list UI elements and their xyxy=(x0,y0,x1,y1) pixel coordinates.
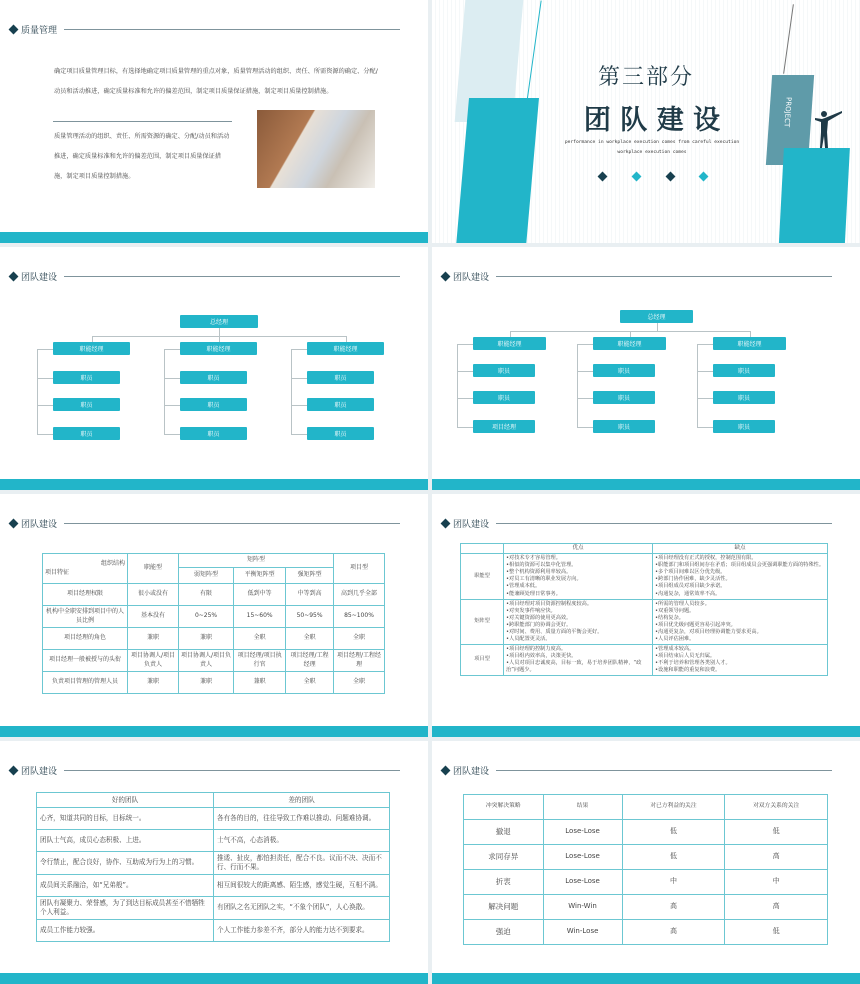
table-cell: 团队士气高，成员心态积极、上进。 xyxy=(37,830,214,852)
section-number: 第三部分 xyxy=(597,65,694,90)
conflict-strategy-table xyxy=(463,794,828,945)
table-cell: 兼职 xyxy=(179,628,234,650)
slide-title: 团队建设 xyxy=(453,767,490,777)
decor-line xyxy=(525,0,541,109)
table-cell: 全职 xyxy=(334,672,385,694)
table-cell: 很小或没有 xyxy=(128,584,179,606)
table-cell: 高到几乎全部 xyxy=(334,584,385,606)
section-subtitle-2: workplace execution comes xyxy=(617,150,687,155)
pros-cell xyxy=(504,599,653,644)
connector-line xyxy=(457,371,473,372)
connector-line xyxy=(37,405,53,406)
slide-header xyxy=(10,764,57,777)
org-structure-table xyxy=(42,553,385,694)
table-cell: 成员工作能力较强。 xyxy=(37,919,214,941)
slide-title: 团队建设 xyxy=(21,273,58,283)
table-row xyxy=(37,852,390,875)
pros-item: •管理成本低。 xyxy=(506,583,541,590)
table-cell: 有限 xyxy=(179,584,234,606)
table-row xyxy=(464,920,828,945)
bottom-bar xyxy=(0,232,428,243)
pros-item: •人员配置更灵活。 xyxy=(506,635,551,642)
org-box-manager: 职能经理 xyxy=(53,342,130,355)
org-box-staff: 职员 xyxy=(180,371,247,384)
header-good-team: 好的团队 xyxy=(37,793,214,808)
connector-line xyxy=(577,398,593,399)
slide-pros-cons[interactable] xyxy=(432,494,860,737)
table-cell: 项目经理一般被授与的头衔 xyxy=(43,650,128,672)
laptop-photo xyxy=(257,110,375,188)
pros-item: •能兼顾处理日常事务。 xyxy=(506,590,561,597)
header-pros: 优点 xyxy=(504,544,653,554)
header-bad-team: 差的团队 xyxy=(214,793,390,808)
pros-cell xyxy=(504,644,653,675)
table-cell: 中 xyxy=(725,870,828,895)
table-cell: 兼职 xyxy=(234,672,286,694)
table-cell: 解决问题 xyxy=(464,895,544,920)
table-row xyxy=(464,820,828,845)
table-row xyxy=(464,870,828,895)
table-cell: 强迫 xyxy=(464,920,544,945)
table-cell: 项目经理/项目执行官 xyxy=(234,650,286,672)
table-cell: Win-Lose xyxy=(543,920,622,945)
table-cell: 心齐，知道共同的目标，目标统一。 xyxy=(37,808,214,830)
slide-header xyxy=(442,270,489,283)
table-cell: 有团队之名无团队之实，“不象个团队”，人心涣散。 xyxy=(214,896,390,919)
pros-item: •对突发事件响应快。 xyxy=(506,607,556,614)
header-divider xyxy=(64,770,400,771)
table-row xyxy=(464,845,828,870)
table-cell: 推诿、扯皮，都怕担责任，配合不良。议而不决、决而不行、行而不果。 xyxy=(214,852,390,875)
connector-line xyxy=(577,344,593,345)
table-cell: 项目经理/工程经理 xyxy=(286,650,334,672)
org-box-staff: 职员 xyxy=(180,398,247,411)
slide-header xyxy=(442,764,489,777)
table-row xyxy=(461,644,828,675)
decor-teal-pillar xyxy=(778,148,850,243)
header-divider xyxy=(64,29,400,30)
diamond-icon xyxy=(598,172,608,182)
cons-item: •不利于培养和管理各类别人才。 xyxy=(655,659,731,666)
diamond-icon xyxy=(9,25,19,35)
org-box-manager: 职能经理 xyxy=(593,337,666,350)
connector-line xyxy=(291,378,307,379)
pros-item: •项目经理对项目资源控制程度较高。 xyxy=(506,600,593,607)
org-box-staff: 职员 xyxy=(53,371,120,384)
org-box-staff: 职员 xyxy=(713,364,775,377)
table-cell: 高 xyxy=(725,845,828,870)
pros-item: •对时间、费用、质量方面的平衡会更好。 xyxy=(506,628,603,635)
table-cell: 撤退 xyxy=(464,820,544,845)
org-box-staff: 职员 xyxy=(593,364,655,377)
connector-line xyxy=(457,427,473,428)
org-box-manager: 职能经理 xyxy=(180,342,257,355)
bottom-bar xyxy=(0,726,428,737)
header-relationship: 对双方关系的关注 xyxy=(725,795,828,820)
cons-item: •沟通更复杂，对项目经理协调能力要求更高。 xyxy=(655,628,762,635)
connector-line xyxy=(697,344,713,345)
table-cell: 令行禁止，配合良好，协作、互助成为行为上的习惯。 xyxy=(37,852,214,875)
slide-conflict-resolution[interactable] xyxy=(432,741,860,984)
table-cell: 全职 xyxy=(234,628,286,650)
bottom-bar xyxy=(432,726,860,737)
header-divider xyxy=(64,276,400,277)
table-row xyxy=(37,830,390,852)
pros-item: •对员工有清晰的职业发展方向。 xyxy=(506,576,582,583)
table-row xyxy=(37,919,390,941)
table-cell: 士气不高，心态消极。 xyxy=(214,830,390,852)
table-cell: 负责项目管理的管理人员 xyxy=(43,672,128,694)
org-box-manager: 职能经理 xyxy=(307,342,384,355)
connector-line xyxy=(37,349,38,435)
table-cell: 15~60% xyxy=(234,606,286,628)
cons-item: •项目结束后人员无归属。 xyxy=(655,652,716,659)
cons-item: •跨部门协作困难，缺少灵活性。 xyxy=(655,576,731,583)
person-silhouette-icon xyxy=(814,108,844,150)
table-cell: 低到中等 xyxy=(234,584,286,606)
table-row xyxy=(37,808,390,830)
connector-line xyxy=(291,434,307,435)
corner-header xyxy=(43,554,128,584)
pros-item: •整个机构资源利用率较高。 xyxy=(506,569,572,576)
connector-line xyxy=(457,398,473,399)
structure-type: 矩阵型 xyxy=(461,599,504,644)
table-cell: 0~25% xyxy=(179,606,234,628)
bottom-bar xyxy=(0,973,428,984)
org-box-staff: 职员 xyxy=(53,427,120,440)
connector-line xyxy=(657,323,658,331)
structure-type: 职能型 xyxy=(461,554,504,599)
header-empty xyxy=(461,544,504,554)
table-cell: 低 xyxy=(622,820,725,845)
table-cell: 机构中全职安排到项目中的人员比例 xyxy=(43,606,128,628)
cons-item: •管理成本较高。 xyxy=(655,645,695,652)
pros-item: •项目组内效率高，决策更快。 xyxy=(506,652,577,659)
org-box-staff: 职员 xyxy=(713,391,775,404)
slide-header xyxy=(10,23,57,36)
connector-line xyxy=(164,405,180,406)
diamond-icon xyxy=(699,172,709,182)
connector-line xyxy=(164,349,180,350)
cons-cell xyxy=(653,644,828,675)
header-result: 结果 xyxy=(543,795,622,820)
table-cell: 个人工作能力参差不齐，部分人的能力达不到要求。 xyxy=(214,919,390,941)
table-cell: 兼职 xyxy=(179,672,234,694)
cons-item: •所需的管理人员较多。 xyxy=(655,600,710,607)
col-matrix: 矩阵型 xyxy=(179,554,334,568)
bottom-bar xyxy=(0,479,428,490)
cons-item: •项目组成员对项目缺少承诺。 xyxy=(655,583,726,590)
diamond-icon xyxy=(9,272,19,282)
structure-type: 项目型 xyxy=(461,644,504,675)
org-box-staff: 职员 xyxy=(53,398,120,411)
slide-title: 团队建设 xyxy=(21,520,58,530)
cons-item: •项目优先级问题更容易引起冲突。 xyxy=(655,621,736,628)
table-row xyxy=(461,554,828,599)
pros-item: •相似的资源可以集中化管理。 xyxy=(506,562,577,569)
org-box-general-manager: 总经理 xyxy=(620,310,693,323)
diamond-icon xyxy=(441,519,451,529)
table-cell: 全职 xyxy=(334,628,385,650)
table-cell: 项目经理/工程经理 xyxy=(334,650,385,672)
table-cell: 团队有凝聚力、荣誉感，为了到达目标成员甚至不惜牺牲个人利益。 xyxy=(37,896,214,919)
table-cell: 低 xyxy=(725,820,828,845)
table-cell: 全职 xyxy=(286,672,334,694)
header-divider xyxy=(496,770,832,771)
org-box-staff: 职员 xyxy=(307,371,374,384)
table-cell: 求同存异 xyxy=(464,845,544,870)
connector-line xyxy=(697,398,713,399)
connector-line xyxy=(291,349,307,350)
slide-title: 质量管理 xyxy=(21,26,58,36)
slide-org-chart-with-project-manager[interactable] xyxy=(432,247,860,490)
table-cell: 高 xyxy=(622,920,725,945)
cons-item: •沟通复杂，通常效率不高。 xyxy=(655,590,721,597)
table-cell: Win-Win xyxy=(543,895,622,920)
connector-line xyxy=(577,427,593,428)
table-cell: 85~100% xyxy=(334,606,385,628)
bottom-bar xyxy=(432,973,860,984)
table-row xyxy=(461,599,828,644)
connector-line xyxy=(577,371,593,372)
pros-cons-table xyxy=(460,543,828,676)
team-comparison-table xyxy=(36,792,390,942)
connector-line xyxy=(164,349,165,435)
col-balanced-matrix: 平衡矩阵型 xyxy=(234,568,286,584)
cons-item: •多个项目间难以区分优先级。 xyxy=(655,569,726,576)
slide-header xyxy=(10,270,57,283)
pros-item: •对技术专才容易管理。 xyxy=(506,555,561,562)
table-row xyxy=(464,895,828,920)
col-weak-matrix: 弱矩阵型 xyxy=(179,568,234,584)
header-divider xyxy=(496,276,832,277)
connector-line xyxy=(291,349,292,435)
org-box-staff: 职员 xyxy=(473,391,535,404)
slide-header xyxy=(442,517,489,530)
table-cell: 折衷 xyxy=(464,870,544,895)
diamond-icon xyxy=(9,519,19,529)
pros-item: •人员对项目忠诚度高，目标一致，易于培养团队精神，“政治”问题少。 xyxy=(506,659,642,673)
org-box-general-manager: 总经理 xyxy=(180,315,258,328)
table-cell: 全职 xyxy=(286,628,334,650)
org-box-staff: 职员 xyxy=(593,391,655,404)
org-box-staff: 职员 xyxy=(180,427,247,440)
paragraph-1: 确定项目质量管理目标，有选择地确定项目质量管理的重点对象，质量管理活动的组织、责任、所需资源的确定、分配/动员和活动推进，确定质量标准和允许的偏差范围，制定项目质量保证措施，制定项目质量控制措施。 xyxy=(54,68,378,95)
col-project: 项目型 xyxy=(334,554,385,584)
table-cell: 基本没有 xyxy=(128,606,179,628)
diamond-icon xyxy=(441,766,451,776)
table-cell: 相互间很较大的距离感、陌生感，感觉生硬，互相不满。 xyxy=(214,874,390,896)
pros-item: •项目经理的控制力度高。 xyxy=(506,645,567,652)
table-row xyxy=(43,650,385,672)
org-box-staff: 职员 xyxy=(307,427,374,440)
slide-title: 团队建设 xyxy=(453,273,490,283)
org-box-staff: 职员 xyxy=(713,420,775,433)
bottom-bar xyxy=(432,479,860,490)
header-divider xyxy=(496,523,832,524)
diamond-icon xyxy=(666,172,676,182)
diamond-icon xyxy=(9,766,19,776)
table-row xyxy=(43,584,385,606)
table-cell: 中 xyxy=(622,870,725,895)
connector-line xyxy=(37,378,53,379)
table-cell: 成员间关系融洽，如“兄弟般”。 xyxy=(37,874,214,896)
pros-item: •跨职能部门的协调会更好。 xyxy=(506,621,572,628)
table-row xyxy=(43,672,385,694)
slide-title: 团队建设 xyxy=(453,520,490,530)
table-cell: 项目经理的角色 xyxy=(43,628,128,650)
connector-line xyxy=(697,427,713,428)
header-divider xyxy=(64,523,400,524)
cons-item: •人员评估困难。 xyxy=(655,635,695,642)
slide-org-chart-functional[interactable] xyxy=(0,247,428,490)
table-cell: Lose-Lose xyxy=(543,870,622,895)
diamond-icon xyxy=(632,172,642,182)
cons-item: •结构复杂。 xyxy=(655,614,684,621)
table-cell: 高 xyxy=(725,895,828,920)
org-box-staff: 项目经理 xyxy=(473,420,535,433)
table-cell: 项目协调人/项目负责人 xyxy=(128,650,179,672)
section-subtitle-1: performance in workplace execution comes from careful execution xyxy=(564,140,740,145)
slide-header xyxy=(10,517,57,530)
connector-line xyxy=(697,344,698,428)
table-cell: 项目经理权限 xyxy=(43,584,128,606)
table-cell: Lose-Lose xyxy=(543,820,622,845)
org-box-staff: 职员 xyxy=(473,364,535,377)
pros-cell xyxy=(504,554,653,599)
table-row xyxy=(43,628,385,650)
cons-cell xyxy=(653,554,828,599)
slide-title: 团队建设 xyxy=(21,767,58,777)
table-cell: 兼职 xyxy=(128,628,179,650)
table-cell: 各有各的目的，往往导致工作难以推动、问题难协调。 xyxy=(214,808,390,830)
table-cell: 低 xyxy=(622,845,725,870)
slide-org-structure-comparison[interactable] xyxy=(0,494,428,737)
corner-bottom-label: 项目特征 xyxy=(45,568,70,576)
paragraph-2: 质量管理活动的组织、责任、所需资源的确定、分配/动员和活动推进，确定质量标准和允许的偏差范围，制定项目质量保证措施，制定项目质量控制措施。 xyxy=(54,133,230,180)
col-functional: 职能型 xyxy=(128,554,179,584)
table-row xyxy=(43,606,385,628)
cons-item: •职能部门和项目组间存在矛盾；项目组成员会更强调职能方面的特殊性。 xyxy=(655,562,825,569)
diamond-icon xyxy=(441,272,451,282)
connector-line xyxy=(457,344,458,428)
cons-item: •设施和职能的重复和浪费。 xyxy=(655,666,721,673)
connector-line xyxy=(291,405,307,406)
connector-line xyxy=(164,378,180,379)
table-row xyxy=(37,874,390,896)
cons-item: •项目经理没有正式的授权，控制范围有限。 xyxy=(655,555,757,562)
project-tag-label: PROJECT xyxy=(782,97,793,128)
table-cell: 50~95% xyxy=(286,606,334,628)
paragraph-divider xyxy=(53,121,232,122)
org-box-staff: 职员 xyxy=(307,398,374,411)
table-cell: 低 xyxy=(725,920,828,945)
pros-item: •对关键资源的使用更高效。 xyxy=(506,614,572,621)
org-box-staff: 职员 xyxy=(593,420,655,433)
corner-top-label: 组织结构 xyxy=(100,560,125,568)
connector-line xyxy=(37,434,53,435)
col-strong-matrix: 强矩阵型 xyxy=(286,568,334,584)
table-cell: 中等到高 xyxy=(286,584,334,606)
table-row xyxy=(37,896,390,919)
cons-cell xyxy=(653,599,828,644)
header-self-interest: 对已方利益的关注 xyxy=(622,795,725,820)
table-cell: 兼职 xyxy=(128,672,179,694)
table-cell: Lose-Lose xyxy=(543,845,622,870)
slide-section-cover[interactable] xyxy=(432,0,860,243)
header-cons: 缺点 xyxy=(653,544,828,554)
section-title: 团 队 建 设 xyxy=(583,105,721,136)
connector-line xyxy=(164,434,180,435)
table-cell: 高 xyxy=(622,895,725,920)
org-box-manager: 职能经理 xyxy=(713,337,786,350)
connector-line xyxy=(577,344,578,428)
connector-line xyxy=(219,328,220,336)
header-strategy: 冲突解决策略 xyxy=(464,795,544,820)
connector-line xyxy=(697,371,713,372)
slide-good-vs-bad-team[interactable] xyxy=(0,741,428,984)
table-cell: 项目协调人/项目负责人 xyxy=(179,650,234,672)
connector-line xyxy=(457,344,473,345)
org-box-manager: 职能经理 xyxy=(473,337,546,350)
cons-item: •双重领导问题。 xyxy=(655,607,695,614)
connector-line xyxy=(37,349,53,350)
slide-quality-management[interactable] xyxy=(0,0,428,243)
